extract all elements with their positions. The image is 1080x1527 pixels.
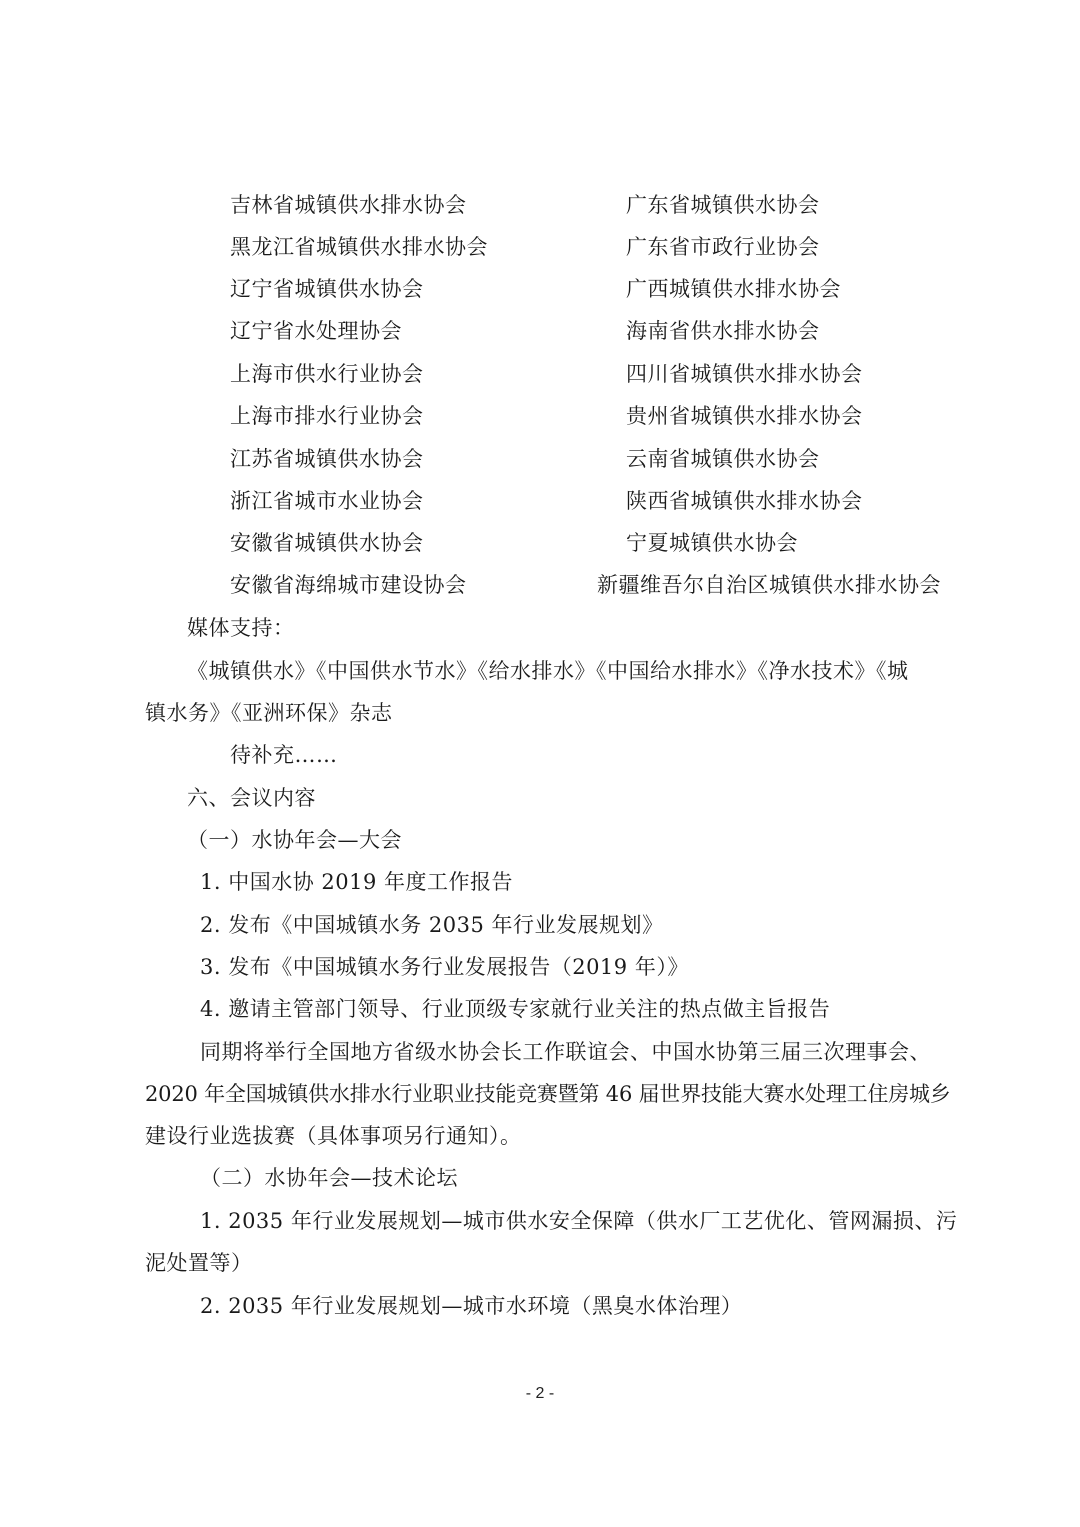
org-left-2: 黑龙江省城镇供水排水协会: [230, 235, 488, 259]
section6-sub2: （二）水协年会—技术论坛: [200, 1166, 458, 1190]
page-number: - 2 -: [525, 1385, 555, 1402]
forum-item-2: 2. 2035 年行业发展规划—城市水环境（黑臭水体治理）: [200, 1294, 743, 1318]
media-pending: 待补充……: [230, 743, 338, 767]
concurrent-line-2: 2020 年全国城镇供水排水行业职业技能竞赛暨第 46 届世界技能大赛水处理工住房城乡: [145, 1082, 951, 1106]
concurrent-line-3: 建设行业选拔赛（具体事项另行通知）。: [145, 1124, 522, 1148]
org-right-4: 海南省供水排水协会: [626, 319, 820, 343]
org-right-1: 广东省城镇供水协会: [626, 193, 820, 217]
section6-sub1: （一）水协年会—大会: [187, 828, 402, 852]
org-right-9: 宁夏城镇供水协会: [626, 531, 798, 555]
org-left-7: 江苏省城镇供水协会: [230, 447, 424, 471]
org-left-4: 辽宁省水处理协会: [230, 319, 402, 343]
org-right-5: 四川省城镇供水排水协会: [626, 362, 863, 386]
org-right-3: 广西城镇供水排水协会: [626, 277, 841, 301]
org-left-6: 上海市排水行业协会: [230, 404, 424, 428]
forum-item-1: 1. 2035 年行业发展规划—城市供水安全保障（供水厂工艺优化、管网漏损、污: [200, 1209, 958, 1233]
section6-item-4: 4. 邀请主管部门领导、行业顶级专家就行业关注的热点做主旨报告: [200, 997, 831, 1021]
media-line-1: 《城镇供水》《中国供水节水》《给水排水》《中国给水排水》《净水技术》《城: [187, 659, 909, 683]
concurrent-line-1: 同期将举行全国地方省级水协会长工作联谊会、中国水协第三届三次理事会、: [200, 1040, 931, 1064]
section6-heading: 六、会议内容: [187, 786, 316, 810]
org-left-9: 安徽省城镇供水协会: [230, 531, 424, 555]
section6-item-1: 1. 中国水协 2019 年度工作报告: [200, 870, 514, 894]
media-heading: 媒体支持：: [187, 616, 295, 640]
org-right-10: 新疆维吾尔自治区城镇供水排水协会: [597, 573, 941, 597]
org-left-3: 辽宁省城镇供水协会: [230, 277, 424, 301]
section6-item-3: 3. 发布《中国城镇水务行业发展报告（2019 年）》: [200, 955, 689, 979]
org-left-1: 吉林省城镇供水排水协会: [230, 193, 467, 217]
org-right-7: 云南省城镇供水协会: [626, 447, 820, 471]
section6-item-2: 2. 发布《中国城镇水务 2035 年行业发展规划》: [200, 913, 664, 937]
media-line-2: 镇水务》《亚洲环保》杂志: [145, 701, 393, 725]
org-right-2: 广东省市政行业协会: [626, 235, 820, 259]
org-left-10: 安徽省海绵城市建设协会: [230, 573, 467, 597]
org-left-8: 浙江省城市水业协会: [230, 489, 424, 513]
org-right-8: 陕西省城镇供水排水协会: [626, 489, 863, 513]
org-right-6: 贵州省城镇供水排水协会: [626, 404, 863, 428]
forum-item-1-cont: 泥处置等）: [145, 1251, 253, 1275]
org-left-5: 上海市供水行业协会: [230, 362, 424, 386]
